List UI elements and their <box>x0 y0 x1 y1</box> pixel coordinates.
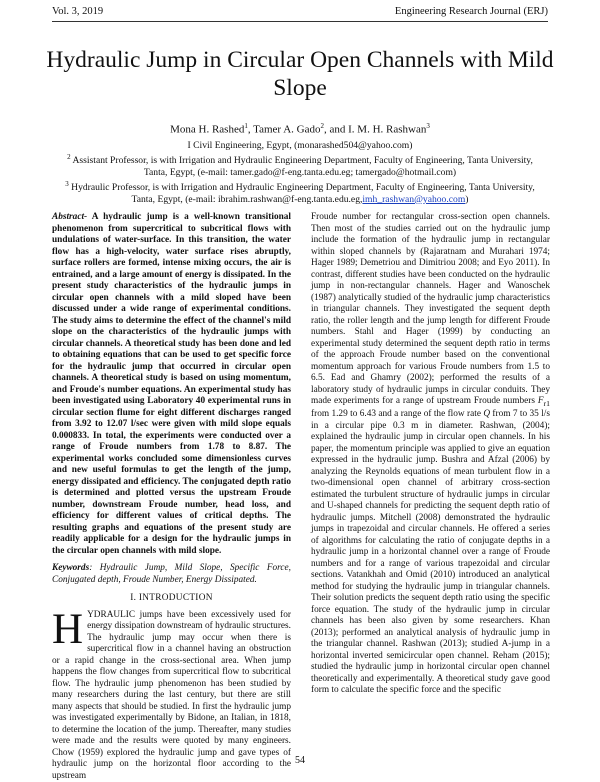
dropcap-letter: H <box>52 611 83 649</box>
section-heading-introduction: I. INTRODUCTION <box>52 593 291 605</box>
affiliation-line-3: Tanta, Egypt, (e-mail: tamer.gado@f-eng.tanta.edu.eg; tamergado@hotmail.com) <box>40 167 560 179</box>
right-column-paragraph <box>311 212 550 697</box>
right-column <box>311 212 550 697</box>
author-2: , Tamer A. Gado <box>248 124 321 136</box>
affiliation-2-sup: 2 <box>67 153 71 161</box>
froude-subscript: r1 <box>544 399 550 408</box>
affiliations <box>40 140 560 205</box>
affiliation-line-4 <box>40 179 560 194</box>
keywords-text: : Hydraulic Jump, Mild Slope, Specific Force, Conjugated depth, Froude Number, Energy Dissipated. <box>52 563 291 585</box>
affiliation-line-2 <box>40 152 560 167</box>
affiliation-5-text: Tanta, Egypt, (e-mail: ibrahim.rashwan@f-eng.tanta.edu.eg, <box>132 194 363 205</box>
introduction-text: YDRAULIC jumps have been excessively used for energy dissipation downstream of hydraulic structures. The hydraulic jump may occur when there is supercritical flow in a channel having an obstruction or a rapid change in the cross-sectional area. When jump happens the flow changes from supercritical flow to subcritical flow. The hydraulic jump phenomenon has been studied by many researchers during the last century, but there are still many aspects that should be studied. In first the hydraulic jump was investigated experimentally by Bidone, an Italian, in 1818, to determine the location of the jump. Thereafter, many studies were made and the results were quoted by many engineers. Chow (1959) explored the hydraulic jump and gave types of hydraulic jump on the horizontal floor according to the upstream <box>52 610 291 781</box>
affiliation-line-5 <box>40 194 560 206</box>
affiliation-line-1: I Civil Engineering, Egypt, (monarashed504@yahoo.com) <box>40 140 560 152</box>
discharge-symbol: Q <box>483 409 490 419</box>
affiliation-4-text: Hydraulic Professor, is with Irrigation and Hydraulic Engineering Department, Faculty of Engineering, Tanta University, <box>69 182 535 193</box>
affiliation-4-sup: 3 <box>65 180 69 188</box>
right-text-3: from 7 to 35 l/s in a circular pipe 0.3 m in diameter. Rashwan, (2004); explained the hydraulic jump in circular open channels. In his paper, the momentum principle was applied to give an equation expressed in the hydraulic jump. Bushra and Afzal (2006) by analyzing the Reynolds equations of mean turbulent flow in a two-dimensional open channel of arbitrary cross-section estimated the turbulent structure of hydraulic jumps in circular and U-shaped channels for predicting the sequent depth ratio of hydraulic jumps. Mitchell (2008) demonstrated the hydraulic jumps in trapezoidal and circular channels. He offered a series of algorithms for calculating the ratio of conjugate depths in a hydraulic jump in a horizontal channel over a range of Froude numbers and for a range of various trapezoidal and circular sections. Vatankhah and Omid (2010) introduced an analytical method for studying the hydraulic jump in triangular channels. Their solution predicts the sequent depth ratio using the specific force equation. The study of the hydraulic jump in circular channels has been also given by some researchers. Khan (2013); performed an analytical analysis of hydraulic jump in the triangular channel. Rashwan (2013); studied A-jump in a horizontal inverted semicircular open channel. Reham (2015); studied the hydraulic jump in horizontal circular open channel theoretically and experimentally. A theoretical study gave good form to calculate the specific force and the specific <box>311 409 550 695</box>
email-link[interactable]: imh_rashwan@yahoo.com <box>362 194 465 205</box>
header-rule <box>52 21 548 22</box>
affiliation-2-text: Assistant Professor, is with Irrigation and Hydraulic Engineering Department, Faculty of Engineering, Tanta University, <box>71 155 533 166</box>
left-column <box>52 212 291 782</box>
keywords-label: Keywords <box>52 563 89 573</box>
author-3: , and I. M. H. Rashwan <box>324 124 426 136</box>
header-volume: Vol. 3, 2019 <box>52 6 103 17</box>
right-text-2: from 1.29 to 6.43 and a range of the flow rate <box>311 409 483 419</box>
froude-symbol: F <box>538 396 544 406</box>
author-list <box>40 122 560 136</box>
right-text-1: Froude number for rectangular cross-section open channels. Then most of the studies carried out on the hydraulic jump include the formation of the hydraulic jump in rectangular within sloped channels by (Rajaratnam and Murahari 1974; Hager 1989; Demetriou and Dimitriou 2008; and Eyo 2011). In contrast, different studies have been conducted on the hydraulic jump in non-rectangular channels. Hager and Wanoschek (1987) analytically studied of the hydraulic jump characteristics in triangular channels. They investigated the sequent depth ratio, the roller length and the jump length for different Froude numbers. Stahl and Hager (1999) by conducting an experimental study determined the sequent depth ratio in terms of the approach Froude number based on the conventional momentum approach for various Froude numbers from 1.5 to 6.5. Ead and Ghamry (2002); performed the results of a laboratory study of hydraulic jumps in circular conduits. They made experiments for a range of upstream Froude numbers <box>311 212 550 406</box>
author-3-sup: 3 <box>426 122 430 130</box>
author-2-sup: 2 <box>321 122 325 130</box>
author-1: Mona H. Rashed <box>170 124 244 136</box>
header-journal: Engineering Research Journal (ERJ) <box>395 6 548 17</box>
abstract-label: Abstract- <box>52 212 87 222</box>
affiliation-5-end: ) <box>465 194 468 205</box>
page-number: 54 <box>0 755 600 766</box>
paper-title: Hydraulic Jump in Circular Open Channels with Mild Slope <box>40 46 560 102</box>
author-1-sup: 1 <box>244 122 248 130</box>
abstract <box>52 212 291 557</box>
keywords <box>52 563 291 586</box>
abstract-text: A hydraulic jump is a well-known transitional phenomenon from supercritical to subcritical flows with undulations of water-surface. In this transition, the water flow has a high-velocity, water surface rises abruptly, surface rollers are formed, intense mixing occurs, the air is entrained, and a large amount of energy is dissipated. In the present study characteristics of the hydraulic jumps in circular open channels with a mild sloped have been discussed under a wide range of experimental conditions. The study aims to determine the effect of the channel's mild slope on the characteristics of the hydraulic jumps with circular channels. A theoretical study has been done and led to obtaining equations that can be used to get specific force for the hydraulic jump that occurred in circular open channels. A theoretical study is based on using momentum, and Froude's number equations. An experimental study has been investigated using Laboratory 40 experimental runs in circular section flume for eight different discharges ranged from 3.92 to 12.07 l/sec were given with mild slope equals 0.000833. In total, the experiments were conducted over a range of Froude numbers from 1.78 to 8.87. The experimental works concluded some dimensionless curves and new useful formulas to get the length of the jump, energy dissipated and efficiency. The conjugated depth ratio is determined and plotted versus the upstream Froude number, downstream Froude number, head loss, and efficiency for different values of critical depths. The resulting graphs and equations of the present study are readily applicable for a design for the hydraulic jumps in the circular open channels with mild slope. <box>52 212 291 556</box>
